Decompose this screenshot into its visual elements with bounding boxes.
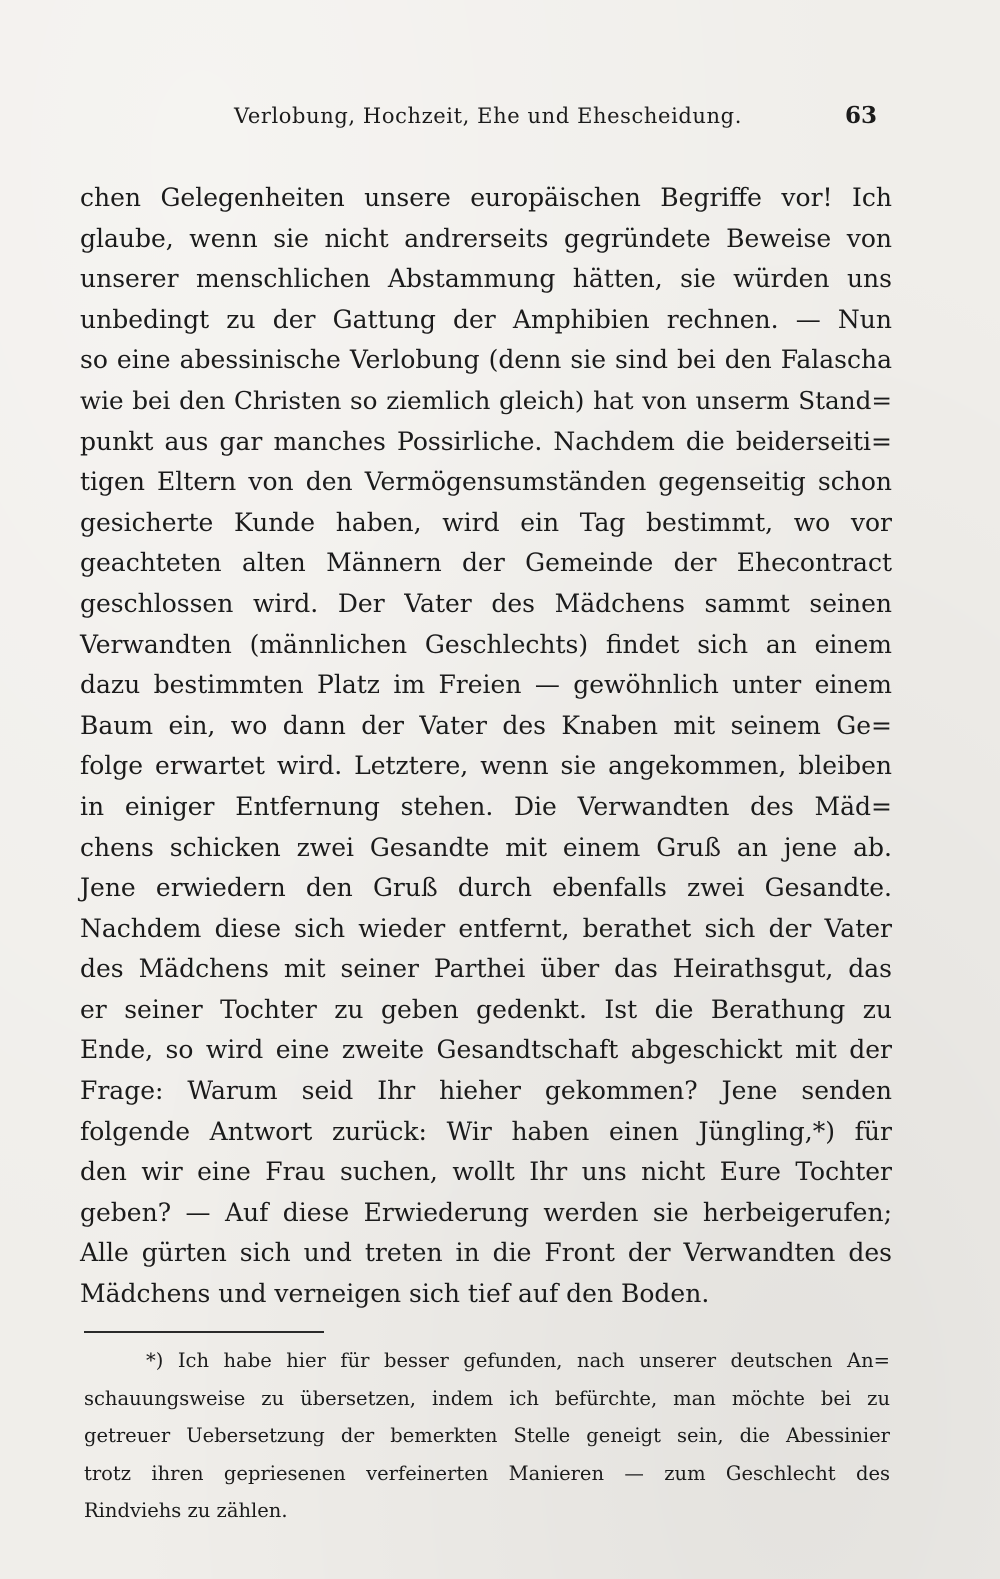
text-line: den wir eine Frau suchen, wollt Ihr uns nicht Eure Tochter bbox=[80, 1157, 892, 1187]
page-number: 63 bbox=[845, 102, 878, 129]
footnote-separator bbox=[84, 1331, 324, 1333]
text-line: Verwandten (männlichen Geschlechts) findet sich an einem bbox=[80, 629, 892, 659]
text-line: Nachdem diese sich wieder entfernt, berathet sich der Vater bbox=[80, 913, 892, 943]
footnote-line: trotz ihren gepriesenen verfeinerten Manieren — zum Geschlecht des bbox=[84, 1461, 890, 1485]
running-title: Verlobung, Hochzeit, Ehe und Ehescheidung. bbox=[233, 104, 742, 128]
text-line: tigen Eltern von den Vermögensumständen gegenseitig schon bbox=[80, 467, 892, 497]
text-line: Ende, so wird eine zweite Gesandtschaft abgeschickt mit der bbox=[80, 1035, 892, 1065]
text-line: dazu bestimmten Platz im Freien — gewöhnlich unter einem bbox=[80, 670, 892, 700]
text-line: Alle gürten sich und treten in die Front der Verwandten des bbox=[80, 1238, 892, 1268]
text-line: Frage: Warum seid Ihr hieher gekommen? Jene senden bbox=[80, 1076, 892, 1106]
text-line: wie bei den Christen so ziemlich gleich) hat von unserm Stand= bbox=[80, 385, 892, 415]
body-text bbox=[80, 178, 892, 1315]
footnote-line: *) Ich habe hier für besser gefunden, nach unserer deutschen An= bbox=[146, 1349, 890, 1372]
text-line: Baum ein, wo dann der Vater des Knaben mit seinem Ge= bbox=[80, 710, 892, 740]
text-line: chen Gelegenheiten unsere europäischen Begriffe vor! Ich bbox=[80, 183, 892, 212]
footnote-line: getreuer Uebersetzung der bemerkten Stelle geneigt sein, die Abessinier bbox=[84, 1424, 890, 1447]
footnote-line: Rindviehs zu zählen. bbox=[84, 1499, 288, 1522]
text-line: folge erwartet wird. Letztere, wenn sie angekommen, bleiben bbox=[80, 751, 892, 781]
text-line: er seiner Tochter zu geben gedenkt. Ist die Berathung zu bbox=[80, 994, 892, 1024]
text-line: gesicherte Kunde haben, wird ein Tag bestimmt, wo vor bbox=[80, 507, 892, 537]
text-line: in einiger Entfernung stehen. Die Verwandten des Mäd= bbox=[80, 791, 892, 821]
text-line: Jene erwiedern den Gruß durch ebenfalls zwei Gesandte. bbox=[80, 873, 892, 903]
text-line: so eine abessinische Verlobung (denn sie sind bei den Falascha bbox=[80, 345, 892, 375]
text-line: geschlossen wird. Der Vater des Mädchens sammt seinen bbox=[80, 588, 892, 618]
text-line: Mädchens und verneigen sich tief auf den Boden. bbox=[80, 1279, 710, 1309]
text-line: unbedingt zu der Gattung der Amphibien rechnen. — Nun bbox=[80, 304, 892, 334]
footnote-line: schauungsweise zu übersetzen, indem ich befürchte, man möchte bei zu bbox=[84, 1386, 890, 1410]
text-line: geben? — Auf diese Erwiederung werden sie herbeigerufen; bbox=[80, 1197, 892, 1227]
text-line: unserer menschlichen Abstammung hätten, sie würden uns bbox=[80, 264, 892, 294]
text-line: des Mädchens mit seiner Parthei über das Heirathsgut, das bbox=[80, 954, 892, 984]
footnote bbox=[84, 1342, 890, 1530]
text-line: chens schicken zwei Gesandte mit einem Gruß an jene ab. bbox=[80, 832, 892, 862]
text-line: folgende Antwort zurück: Wir haben einen Jüngling,*) für bbox=[80, 1116, 892, 1146]
text-line: geachteten alten Männern der Gemeinde der Ehecontract bbox=[80, 548, 892, 578]
text-line: glaube, wenn sie nicht andrerseits gegründete Beweise von bbox=[80, 223, 892, 253]
text-line: punkt aus gar manches Possirliche. Nachdem die beiderseiti= bbox=[80, 426, 892, 456]
